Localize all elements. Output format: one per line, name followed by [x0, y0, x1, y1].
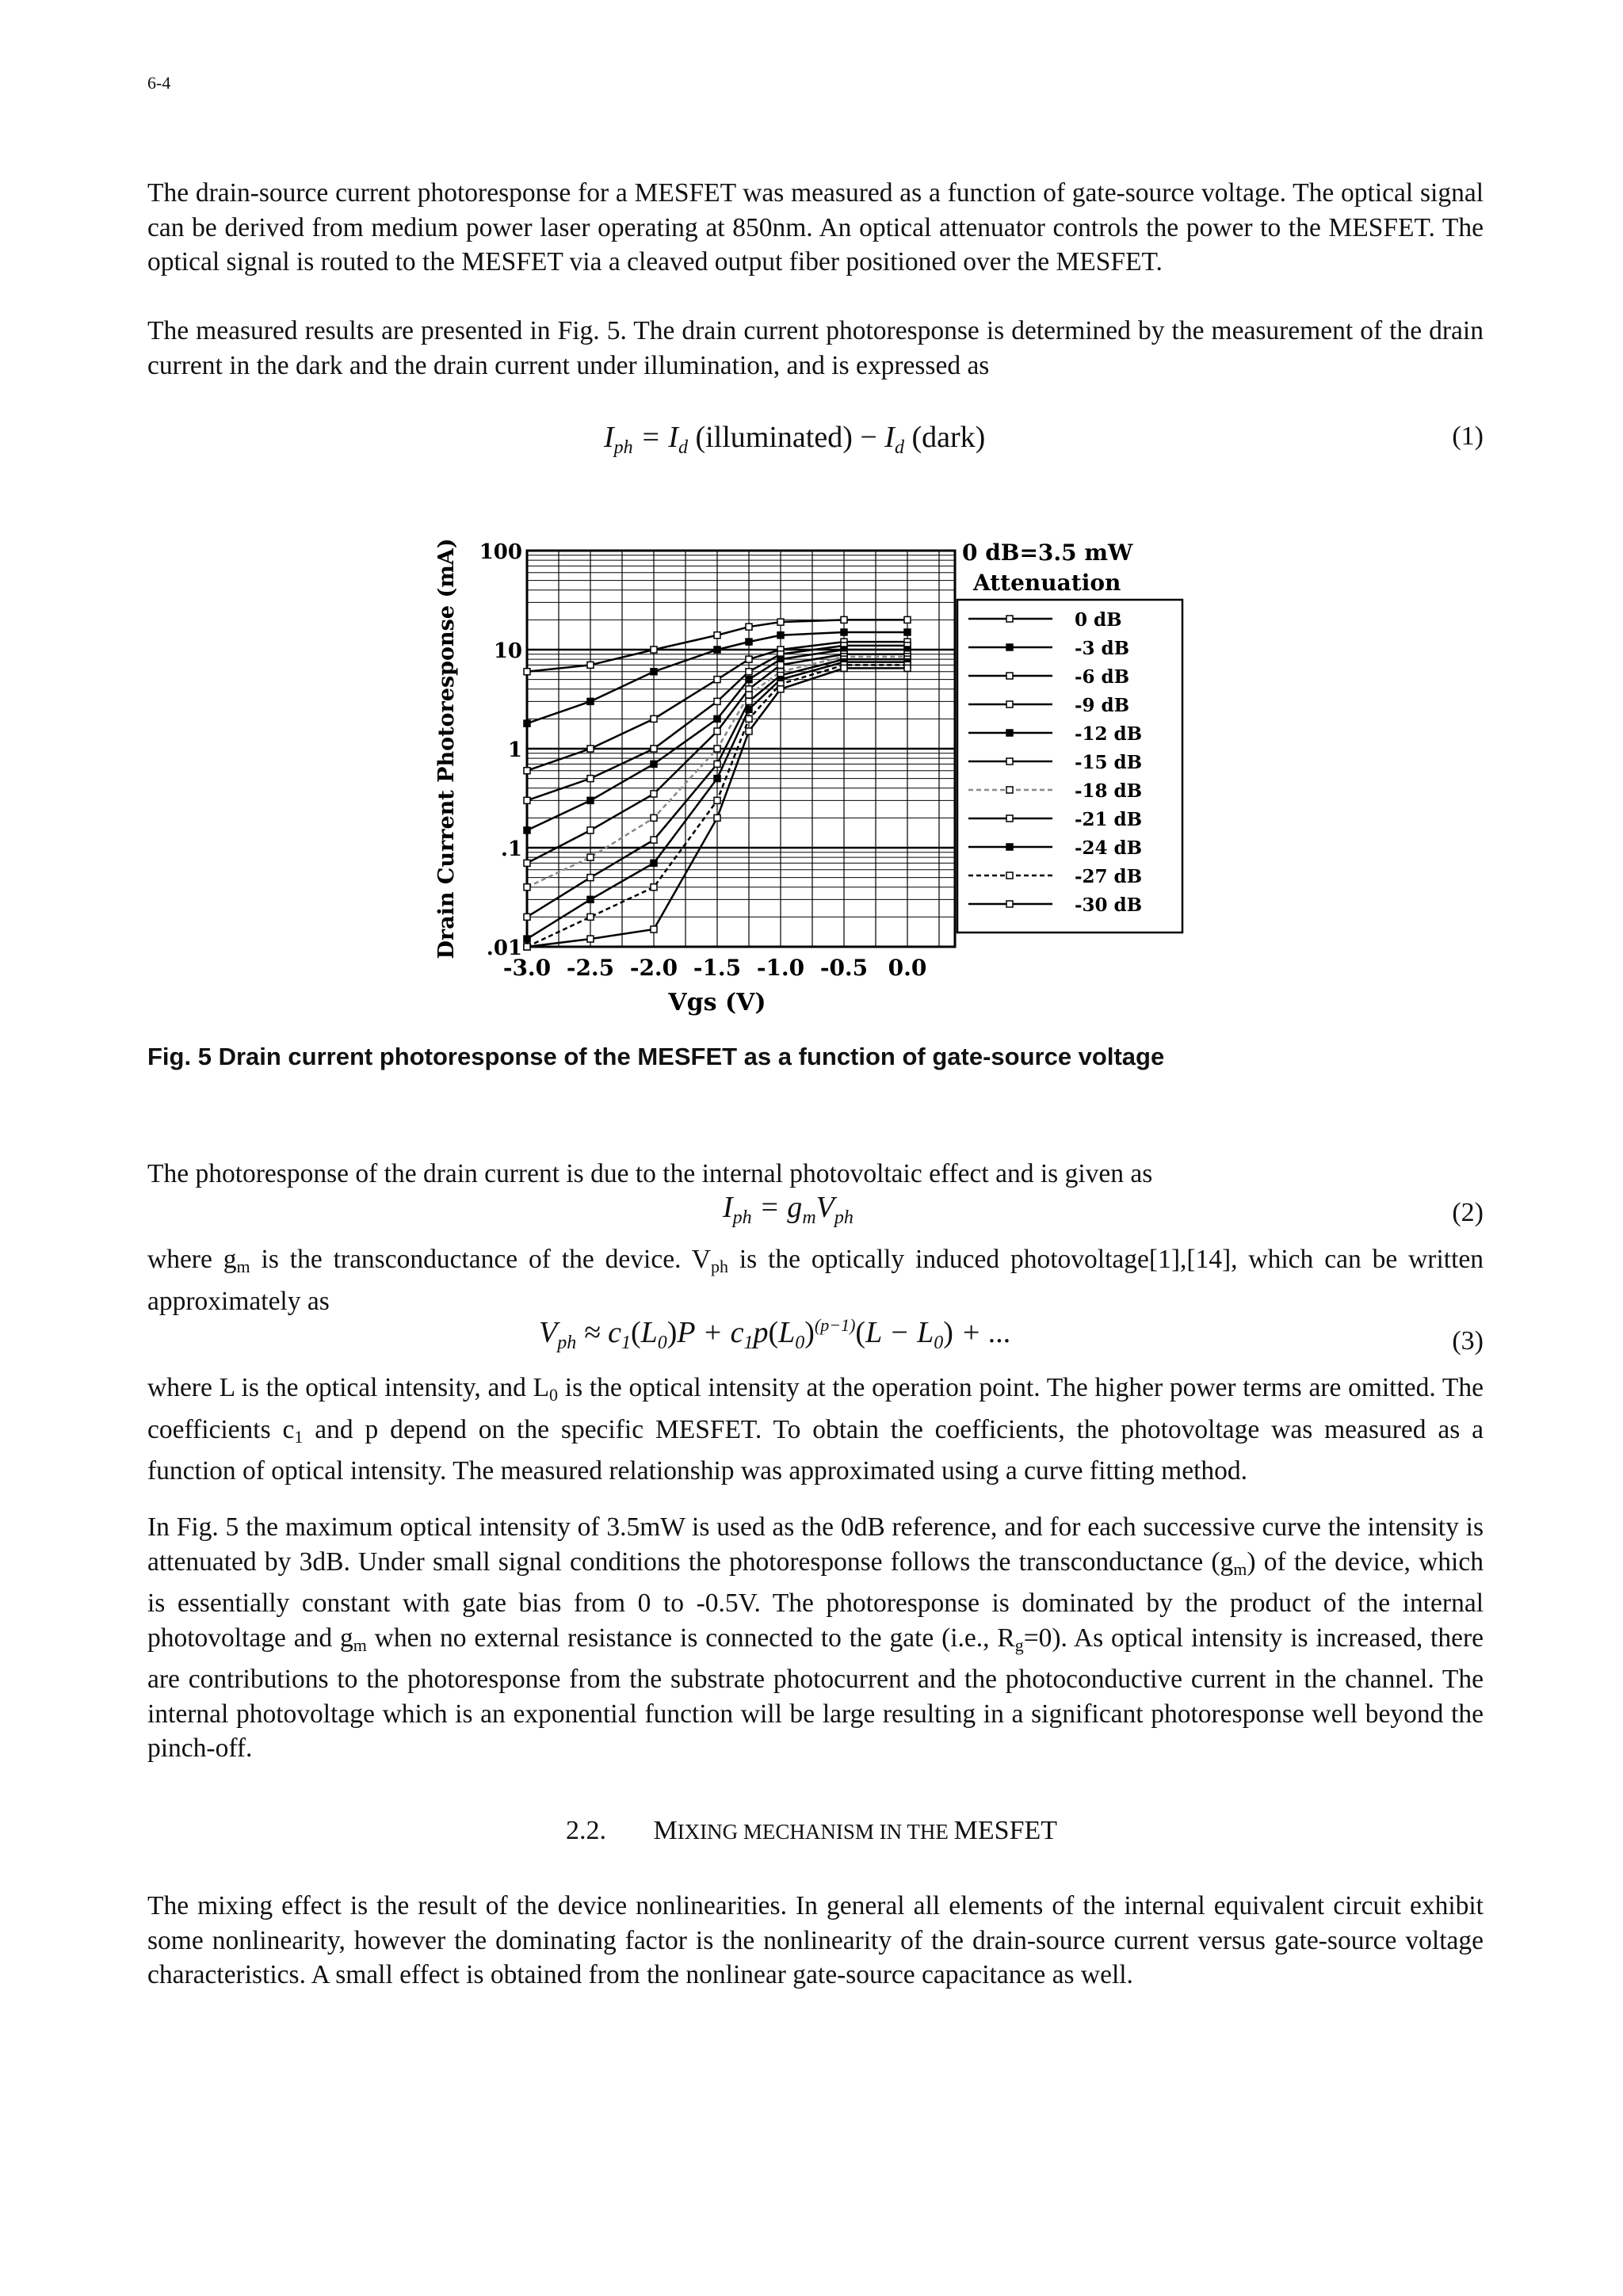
data-point — [714, 632, 720, 639]
page-number: 6-4 — [147, 73, 171, 93]
equation-3-number: (3) — [1452, 1326, 1484, 1356]
data-point — [651, 761, 657, 767]
y-tick-label: 100 — [479, 540, 522, 564]
data-point — [746, 669, 752, 675]
data-point — [587, 936, 594, 942]
legend-marker — [1006, 644, 1013, 650]
data-point — [524, 884, 530, 891]
y-tick-label: 1 — [507, 738, 522, 762]
data-point — [524, 768, 530, 774]
paragraph-3: The photoresponse of the drain current is due to the internal photovoltaic effect and is given as — [147, 1159, 1153, 1188]
data-point — [841, 616, 847, 623]
data-point — [777, 619, 784, 625]
y-tick-label: .01 — [486, 936, 522, 960]
data-point — [777, 662, 784, 668]
data-point — [524, 797, 530, 803]
data-point — [524, 936, 530, 942]
data-point — [714, 761, 720, 767]
data-point — [746, 677, 752, 683]
legend-marker — [1006, 758, 1013, 765]
data-point — [587, 698, 594, 704]
data-point — [651, 860, 657, 866]
legend-marker — [1006, 815, 1013, 822]
y-tick-label: 10 — [493, 639, 522, 663]
data-point — [587, 746, 594, 752]
data-point — [651, 814, 657, 821]
x-tick-label: -2.5 — [566, 955, 615, 981]
paragraph-5: where L is the optical intensity, and L0 is the optical intensity at the operation point. The higher power terms are omitted. The coefficients c1 and p depend on the specific MESFET. To obtain the coefficients, the photovoltage was measured as a function of optical intensity. The measured relationship was approximated using a curve fitting method. — [147, 1373, 1484, 1486]
data-point — [714, 698, 720, 704]
chart-axes — [434, 538, 955, 1016]
legend-subtitle: Attenuation — [973, 570, 1121, 596]
data-point — [746, 656, 752, 662]
x-tick-label: -1.5 — [693, 955, 742, 981]
data-point — [904, 665, 911, 671]
data-point — [524, 913, 530, 920]
data-point — [651, 746, 657, 752]
paragraph-4: where $g_m$ is the transconductance of the device. $V_{ph}$ is the optically induced photovoltage[1],[14], which can be written approximately as — [147, 1245, 1484, 1316]
legend-label: -24 dB — [1075, 837, 1143, 859]
data-point — [587, 896, 594, 902]
legend-label: -21 dB — [1075, 809, 1143, 830]
equation-2-number: (2) — [1452, 1198, 1484, 1227]
x-tick-label: -1.0 — [756, 955, 805, 981]
legend-marker — [1006, 616, 1013, 622]
x-axis-label: Vgs (V) — [668, 989, 766, 1016]
data-point — [714, 814, 720, 821]
data-point — [587, 797, 594, 803]
data-point — [651, 837, 657, 843]
data-point — [777, 686, 784, 692]
data-point — [714, 797, 720, 803]
y-axis-label: Drain Current Photoresponse (mA) — [434, 538, 459, 959]
legend-label: -18 dB — [1075, 780, 1143, 802]
data-point — [651, 646, 657, 653]
data-point — [714, 728, 720, 734]
data-point — [746, 728, 752, 734]
data-point — [714, 646, 720, 653]
data-point — [777, 632, 784, 639]
data-point — [714, 715, 720, 722]
x-tick-label: -3.0 — [502, 955, 552, 981]
data-point — [746, 715, 752, 722]
data-point — [651, 926, 657, 933]
legend-label: -30 dB — [1075, 894, 1143, 916]
data-point — [524, 827, 530, 833]
data-point — [651, 884, 657, 891]
chart-legend — [957, 540, 1182, 933]
paragraph-7: The mixing effect is the result of the device nonlinearities. In general all elements of the internal equivalent circuit exhibit some nonlinearity, however the dominating factor is the nonlinearity of the drain-source current versus gate-source voltage characteristics. A small effect is obtained from the nonlinear gate-source capacitance as well. — [147, 1891, 1484, 1989]
data-point — [651, 715, 657, 722]
data-point — [524, 944, 530, 950]
legend-box — [957, 600, 1182, 933]
equation-2: $I_{ph} = g_mV_{ph}$ — [723, 1191, 854, 1228]
section-heading: 2.2. MIXING MECHANISM IN THE MESFET — [565, 1816, 1058, 1845]
equation-3: $V_{ph} \approx c_1(L_0)P + c_1p(L_0)^{(p-1)}(L - L_0)$ + ... — [539, 1315, 1012, 1353]
legend-marker — [1006, 787, 1013, 793]
legend-marker — [1006, 901, 1013, 907]
figure-caption: Fig. 5 Drain current photoresponse of the MESFET as a function of gate-source voltage — [147, 1043, 1165, 1070]
legend-label: -9 dB — [1075, 695, 1130, 716]
data-point — [714, 746, 720, 752]
data-point — [651, 791, 657, 797]
legend-marker — [1006, 730, 1013, 736]
data-point — [841, 629, 847, 635]
data-point — [524, 860, 530, 866]
data-point — [746, 624, 752, 630]
paragraph-6: In Fig. 5 the maximum optical intensity of 3.5mW is used as the 0dB reference, and for each successive curve the intensity is attenuated by 3dB. Under small signal conditions the photoresponse follows the transconductance (gm) of the device, which is essentially constant with gate bias from 0 to -0.5V. The photoresponse is dominated by the product of the internal photovoltage and gm when no external resistance is connected to the gate (i.e., Rg=0). As optical intensity is increased, there are contributions to the photoresponse from the substrate photocurrent and the photoconductive current in the channel. The internal photovoltage which is an exponential function will be large resulting in a significant photoresponse well beyond the pinch-off. — [147, 1512, 1484, 1763]
legend-label: -3 dB — [1075, 638, 1130, 659]
data-point — [746, 706, 752, 712]
data-point — [524, 720, 530, 727]
equation-1: $I_{ph} = I_d$ (illuminated) − $I_d$ (dark) — [604, 421, 986, 458]
legend-label: -15 dB — [1075, 752, 1143, 773]
legend-marker — [1006, 673, 1013, 679]
data-point — [904, 616, 911, 623]
data-point — [587, 854, 594, 860]
data-point — [746, 639, 752, 645]
data-point — [746, 698, 752, 704]
paragraph-1: The drain-source current photoresponse for a MESFET was measured as a function of gate-source voltage. The optical signal can be derived from medium power laser operating at 850nm. An optical attenuator controls the power to the MESFET. The optical signal is routed to the MESFET via a cleaved output fiber positioned over the MESFET. — [147, 178, 1484, 277]
equation-1-number: (1) — [1452, 421, 1484, 451]
data-point — [587, 827, 594, 833]
data-point — [841, 665, 847, 671]
legend-label: -6 dB — [1075, 666, 1130, 688]
x-tick-label: 0.0 — [888, 955, 927, 981]
legend-label: -12 dB — [1075, 723, 1143, 745]
data-point — [524, 669, 530, 675]
legend-label: 0 dB — [1075, 609, 1122, 631]
legend-marker — [1006, 872, 1013, 879]
data-point — [587, 776, 594, 782]
data-point — [714, 677, 720, 683]
data-point — [587, 913, 594, 920]
legend-marker — [1006, 701, 1013, 707]
data-point — [587, 662, 594, 668]
photoresponse-chart — [428, 523, 1220, 1030]
data-point — [904, 629, 911, 635]
data-point — [651, 669, 657, 675]
legend-marker — [1006, 844, 1013, 850]
legend-label: -27 dB — [1075, 866, 1143, 887]
x-tick-label: -0.5 — [819, 955, 869, 981]
data-point — [714, 776, 720, 782]
data-point — [746, 692, 752, 698]
x-tick-label: -2.0 — [629, 955, 678, 981]
data-point — [587, 875, 594, 881]
legend-title: 0 dB=3.5 mW — [962, 540, 1133, 566]
paragraph-2: The measured results are presented in Fig. 5. The drain current photoresponse is determined by the measurement of the drain current in the dark and the drain current under illumination, and is expressed as — [147, 316, 1484, 380]
y-tick-label: .1 — [500, 837, 522, 861]
